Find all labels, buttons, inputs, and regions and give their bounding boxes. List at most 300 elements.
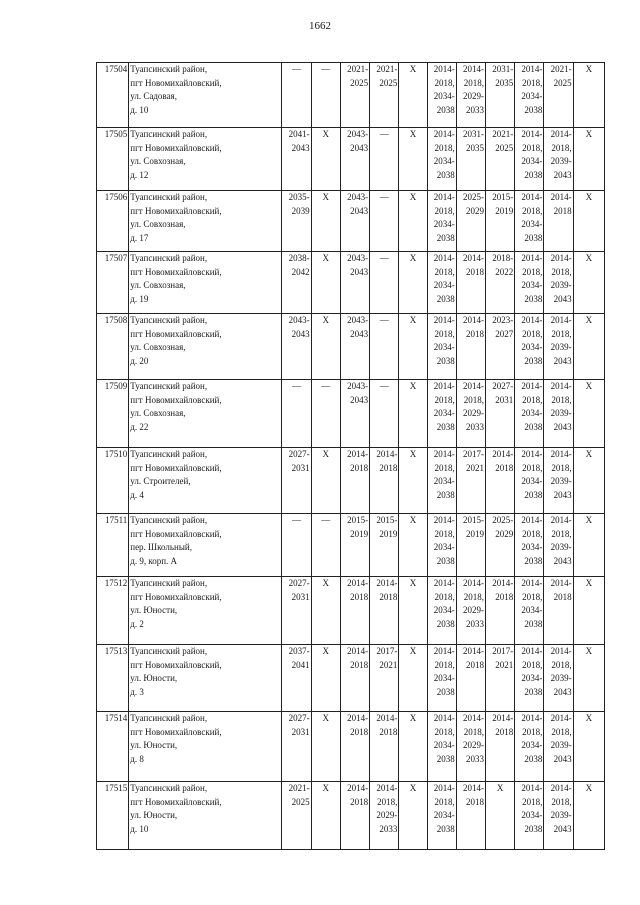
period-line: 2025 bbox=[495, 142, 514, 153]
row-id-cell: 17510 bbox=[97, 448, 129, 514]
address-line: ул. Совхозная, bbox=[130, 342, 186, 353]
period-line: 2043 bbox=[553, 169, 572, 180]
address-line: пгт Новомихайловский, bbox=[130, 205, 222, 216]
period-line: 2043- bbox=[347, 315, 369, 325]
period-line: 2027- bbox=[288, 578, 310, 588]
period-line: 2029 bbox=[465, 205, 484, 216]
period-line: X bbox=[409, 253, 417, 263]
period-line: X bbox=[322, 192, 330, 202]
period-line: 2038 bbox=[436, 421, 455, 432]
period-line: 2018, bbox=[434, 205, 455, 216]
period-line: 2033 bbox=[379, 823, 398, 834]
period-cell bbox=[311, 314, 340, 380]
period-line: 2014- bbox=[550, 381, 572, 391]
address-line: пгт Новомихайловский, bbox=[130, 528, 222, 539]
period-line: X bbox=[409, 783, 417, 793]
table-row bbox=[97, 645, 605, 712]
period-line: 2014- bbox=[521, 515, 543, 525]
period-line: X bbox=[496, 783, 504, 793]
period-line: 2029- bbox=[462, 605, 484, 616]
period-cell bbox=[544, 314, 573, 380]
period-cell bbox=[399, 252, 427, 314]
address-cell bbox=[129, 448, 282, 514]
address-line: д. 9, корп. А bbox=[130, 555, 178, 566]
period-cell bbox=[456, 448, 485, 514]
period-cell bbox=[399, 380, 427, 448]
period-cell bbox=[573, 448, 604, 514]
period-line: 2014- bbox=[521, 253, 543, 263]
period-line: 2034- bbox=[521, 219, 543, 230]
address-cell bbox=[129, 191, 282, 252]
period-line: 2018, bbox=[522, 726, 543, 737]
period-line: X bbox=[409, 192, 417, 202]
period-line: 2018, bbox=[551, 462, 572, 473]
period-line: X bbox=[322, 253, 330, 263]
period-line: 2039- bbox=[550, 810, 572, 821]
period-cell bbox=[515, 380, 544, 448]
period-line: — bbox=[292, 381, 302, 391]
period-cell bbox=[427, 645, 456, 712]
period-cell bbox=[399, 645, 427, 712]
period-line: 2018, bbox=[434, 796, 455, 807]
period-line: 2014- bbox=[550, 713, 572, 723]
period-line: 2033 bbox=[465, 618, 484, 629]
period-line: 2018, bbox=[522, 394, 543, 405]
period-line: 2018, bbox=[551, 394, 572, 405]
period-line: 2025 bbox=[291, 796, 310, 807]
period-cell bbox=[340, 577, 369, 645]
address-line: д. 10 bbox=[130, 823, 149, 834]
period-line: 2018, bbox=[551, 796, 572, 807]
period-line: X bbox=[322, 315, 330, 325]
period-line: 2034- bbox=[521, 280, 543, 291]
period-line: 2018, bbox=[463, 77, 484, 88]
period-cell bbox=[544, 514, 573, 577]
table-body bbox=[97, 63, 605, 850]
period-line: 2043 bbox=[350, 205, 369, 216]
period-line: 2014- bbox=[433, 578, 455, 588]
period-line: 2014- bbox=[462, 783, 484, 793]
period-line: 2043 bbox=[553, 555, 572, 566]
period-cell bbox=[282, 63, 311, 128]
period-cell bbox=[573, 128, 604, 191]
period-line: 2043 bbox=[553, 753, 572, 764]
period-line: 2018, bbox=[463, 394, 484, 405]
period-line: 2043 bbox=[553, 489, 572, 500]
period-cell bbox=[456, 128, 485, 191]
period-line: 2018, bbox=[434, 142, 455, 153]
period-line: 2031 bbox=[495, 394, 514, 405]
address-line: д. 10 bbox=[130, 104, 149, 115]
period-cell bbox=[311, 380, 340, 448]
period-line: 2015- bbox=[462, 515, 484, 525]
period-line: 2038 bbox=[524, 753, 543, 764]
period-line: 2038 bbox=[524, 104, 543, 115]
period-line: 2043 bbox=[291, 328, 310, 339]
period-line: 2034- bbox=[433, 605, 455, 616]
period-cell bbox=[485, 63, 514, 128]
address-line: д. 3 bbox=[130, 686, 144, 697]
period-cell bbox=[282, 128, 311, 191]
period-line: 2033 bbox=[465, 104, 484, 115]
period-line: 2041 bbox=[291, 659, 310, 670]
period-line: 2038 bbox=[524, 293, 543, 304]
period-cell bbox=[485, 191, 514, 252]
period-cell bbox=[282, 782, 311, 850]
table-row bbox=[97, 448, 605, 514]
period-line: — bbox=[379, 192, 389, 202]
period-line: 2014- bbox=[462, 713, 484, 723]
period-line: — bbox=[292, 515, 302, 525]
period-cell bbox=[370, 448, 399, 514]
period-cell bbox=[573, 191, 604, 252]
address-line: ул. Совхозная, bbox=[130, 280, 186, 291]
period-cell bbox=[370, 314, 399, 380]
period-cell bbox=[515, 448, 544, 514]
period-line: — bbox=[379, 129, 389, 139]
period-line: 2018, bbox=[522, 659, 543, 670]
period-line: 2014- bbox=[521, 315, 543, 325]
period-line: 2034- bbox=[521, 476, 543, 487]
period-line: 2021 bbox=[465, 462, 484, 473]
table-row bbox=[97, 514, 605, 577]
period-line: — bbox=[321, 64, 331, 74]
period-cell bbox=[573, 712, 604, 782]
period-line: 2043 bbox=[553, 421, 572, 432]
period-line: 2014- bbox=[462, 253, 484, 263]
period-line: 2018, bbox=[434, 659, 455, 670]
period-line: 2043 bbox=[350, 142, 369, 153]
period-cell bbox=[485, 128, 514, 191]
period-line: 2031- bbox=[462, 129, 484, 139]
period-cell bbox=[427, 128, 456, 191]
address-line: Туапсинский район, bbox=[130, 713, 208, 723]
period-line: 2038 bbox=[436, 355, 455, 366]
period-cell bbox=[544, 577, 573, 645]
period-cell bbox=[456, 782, 485, 850]
period-line: 2043 bbox=[350, 328, 369, 339]
period-cell bbox=[370, 712, 399, 782]
address-line: Туапсинский район, bbox=[130, 253, 208, 263]
period-line: X bbox=[585, 192, 593, 202]
period-cell bbox=[399, 577, 427, 645]
period-line: X bbox=[409, 64, 417, 74]
address-cell bbox=[129, 782, 282, 850]
period-line: 2018, bbox=[522, 796, 543, 807]
period-line: 2034- bbox=[521, 605, 543, 616]
period-line: 2038 bbox=[436, 489, 455, 500]
period-line: 2018 bbox=[379, 591, 398, 602]
table-row bbox=[97, 380, 605, 448]
period-cell bbox=[340, 63, 369, 128]
period-line: 2034- bbox=[521, 156, 543, 167]
period-line: 2021- bbox=[492, 129, 514, 139]
period-line: 2038 bbox=[436, 232, 455, 243]
address-line: ул. Совхозная, bbox=[130, 219, 186, 230]
period-cell bbox=[573, 514, 604, 577]
period-cell bbox=[282, 380, 311, 448]
table-row bbox=[97, 577, 605, 645]
row-id-cell: 17514 bbox=[97, 712, 129, 782]
period-cell bbox=[399, 191, 427, 252]
period-cell bbox=[370, 128, 399, 191]
period-line: 2029 bbox=[495, 528, 514, 539]
period-line: 2018, bbox=[551, 659, 572, 670]
period-line: 2033 bbox=[465, 753, 484, 764]
period-line: 2017- bbox=[492, 646, 514, 656]
period-line: 2018, bbox=[551, 528, 572, 539]
period-line: 2014- bbox=[433, 646, 455, 656]
address-line: ул. Юности, bbox=[130, 605, 178, 616]
period-line: 2025 bbox=[379, 77, 398, 88]
period-line: 2034- bbox=[433, 476, 455, 487]
period-line: 2027- bbox=[492, 381, 514, 391]
period-line: 2039- bbox=[550, 476, 572, 487]
period-line: 2014- bbox=[550, 449, 572, 459]
period-line: 2043 bbox=[350, 266, 369, 277]
period-cell bbox=[340, 252, 369, 314]
address-line: Туапсинский район, bbox=[130, 192, 208, 202]
period-line: 2018, bbox=[551, 726, 572, 737]
address-line: ул. Строителей, bbox=[130, 476, 191, 487]
period-line: 2018 bbox=[465, 796, 484, 807]
period-line: 2018 bbox=[379, 462, 398, 473]
period-line: 2025 bbox=[350, 77, 369, 88]
period-cell bbox=[456, 191, 485, 252]
period-line: 2043 bbox=[553, 293, 572, 304]
period-line: 2014- bbox=[521, 381, 543, 391]
period-line: X bbox=[322, 783, 330, 793]
row-id-cell: 17508 bbox=[97, 314, 129, 380]
period-line: 2018 bbox=[465, 266, 484, 277]
period-cell bbox=[544, 380, 573, 448]
period-line: 2038 bbox=[436, 104, 455, 115]
period-cell bbox=[456, 514, 485, 577]
period-line: 2029- bbox=[462, 740, 484, 751]
period-line: 2019 bbox=[495, 205, 514, 216]
address-line: д. 22 bbox=[130, 421, 149, 432]
period-line: 2034- bbox=[433, 673, 455, 684]
address-line: д. 17 bbox=[130, 232, 149, 243]
period-line: 2034- bbox=[433, 219, 455, 230]
period-line: 2034- bbox=[521, 810, 543, 821]
period-line: 2037- bbox=[288, 646, 310, 656]
table-row bbox=[97, 63, 605, 128]
address-line: д. 2 bbox=[130, 618, 144, 629]
period-line: 2014- bbox=[521, 129, 543, 139]
period-line: 2018, bbox=[551, 142, 572, 153]
period-line: X bbox=[585, 515, 593, 525]
period-line: 2014- bbox=[521, 783, 543, 793]
address-line: Туапсинский район, bbox=[130, 64, 208, 74]
period-cell bbox=[427, 712, 456, 782]
period-line: 2022 bbox=[495, 266, 514, 277]
period-line: 2027 bbox=[495, 328, 514, 339]
period-line: 2018, bbox=[434, 328, 455, 339]
address-line: Туапсинский район, bbox=[130, 129, 208, 139]
period-line: 2038 bbox=[436, 823, 455, 834]
period-line: 2035 bbox=[495, 77, 514, 88]
period-cell bbox=[515, 63, 544, 128]
period-line: 2014- bbox=[462, 646, 484, 656]
period-line: 2019 bbox=[350, 528, 369, 539]
period-line: 2014- bbox=[462, 315, 484, 325]
period-line: X bbox=[409, 578, 417, 588]
period-line: 2021 bbox=[495, 659, 514, 670]
period-line: 2018 bbox=[379, 726, 398, 737]
period-cell bbox=[485, 380, 514, 448]
period-line: 2021- bbox=[288, 783, 310, 793]
period-line: 2043- bbox=[288, 315, 310, 325]
period-line: 2039- bbox=[550, 408, 572, 419]
period-line: 2018, bbox=[463, 726, 484, 737]
period-line: 2021- bbox=[376, 64, 398, 74]
period-cell bbox=[311, 514, 340, 577]
period-cell bbox=[427, 380, 456, 448]
period-line: 2014- bbox=[433, 253, 455, 263]
period-cell bbox=[282, 712, 311, 782]
row-id-cell: 17505 bbox=[97, 128, 129, 191]
period-line: 2018, bbox=[522, 205, 543, 216]
table-row bbox=[97, 782, 605, 850]
period-cell bbox=[399, 128, 427, 191]
period-line: 2014- bbox=[550, 253, 572, 263]
address-line: ул. Юности, bbox=[130, 810, 178, 821]
period-cell bbox=[370, 63, 399, 128]
period-line: 2014- bbox=[376, 713, 398, 723]
address-line: пгт Новомихайловский, bbox=[130, 142, 222, 153]
period-cell bbox=[340, 645, 369, 712]
address-line: пгт Новомихайловский, bbox=[130, 726, 222, 737]
period-cell bbox=[399, 782, 427, 850]
period-line: X bbox=[585, 783, 593, 793]
row-id-cell: 17509 bbox=[97, 380, 129, 448]
period-cell bbox=[485, 514, 514, 577]
period-cell bbox=[311, 712, 340, 782]
period-line: 2027- bbox=[288, 713, 310, 723]
address-line: Туапсинский район, bbox=[130, 515, 208, 525]
period-cell bbox=[370, 514, 399, 577]
period-line: 2039- bbox=[550, 280, 572, 291]
period-line: 2043 bbox=[350, 394, 369, 405]
period-line: 2043 bbox=[553, 823, 572, 834]
period-line: X bbox=[409, 646, 417, 656]
period-line: 2023- bbox=[492, 315, 514, 325]
period-line: 2039- bbox=[550, 342, 572, 353]
period-cell bbox=[370, 252, 399, 314]
period-line: — bbox=[321, 381, 331, 391]
address-line: д. 19 bbox=[130, 293, 149, 304]
period-line: 2014- bbox=[550, 578, 572, 588]
period-line: 2038 bbox=[524, 169, 543, 180]
period-line: 2034- bbox=[521, 408, 543, 419]
period-line: 2034- bbox=[433, 91, 455, 102]
period-line: X bbox=[585, 64, 593, 74]
period-line: 2018 bbox=[350, 462, 369, 473]
period-line: 2014- bbox=[462, 578, 484, 588]
period-line: 2041- bbox=[288, 129, 310, 139]
period-line: 2014- bbox=[433, 449, 455, 459]
period-line: X bbox=[322, 578, 330, 588]
period-line: 2014- bbox=[433, 64, 455, 74]
period-line: 2034- bbox=[433, 342, 455, 353]
period-cell bbox=[456, 380, 485, 448]
period-cell bbox=[515, 645, 544, 712]
period-cell bbox=[456, 63, 485, 128]
period-line: 2014- bbox=[550, 646, 572, 656]
period-cell bbox=[544, 191, 573, 252]
period-line: 2014- bbox=[462, 64, 484, 74]
period-line: 2018 bbox=[465, 659, 484, 670]
period-cell bbox=[370, 191, 399, 252]
period-line: 2038 bbox=[524, 421, 543, 432]
period-line: 2027- bbox=[288, 449, 310, 459]
period-cell bbox=[544, 448, 573, 514]
period-line: 2034- bbox=[521, 673, 543, 684]
period-cell bbox=[515, 252, 544, 314]
period-cell bbox=[282, 314, 311, 380]
period-cell bbox=[456, 712, 485, 782]
period-cell bbox=[456, 645, 485, 712]
period-line: — bbox=[379, 381, 389, 391]
period-line: 2038 bbox=[524, 618, 543, 629]
row-id-cell: 17506 bbox=[97, 191, 129, 252]
row-id-cell: 17507 bbox=[97, 252, 129, 314]
period-line: 2014- bbox=[521, 192, 543, 202]
period-line: 2017- bbox=[462, 449, 484, 459]
period-cell bbox=[399, 514, 427, 577]
period-line: — bbox=[379, 315, 389, 325]
period-line: 2021- bbox=[550, 64, 572, 74]
period-line: X bbox=[585, 315, 593, 325]
period-cell bbox=[544, 645, 573, 712]
period-cell bbox=[485, 314, 514, 380]
period-line: 2014- bbox=[492, 449, 514, 459]
period-line: 2018, bbox=[522, 77, 543, 88]
period-cell bbox=[427, 514, 456, 577]
period-cell bbox=[573, 314, 604, 380]
period-line: 2038 bbox=[524, 232, 543, 243]
period-line: 2014- bbox=[492, 578, 514, 588]
period-line: 2018 bbox=[465, 328, 484, 339]
period-cell bbox=[485, 448, 514, 514]
period-line: 2018, bbox=[434, 77, 455, 88]
period-line: 2025 bbox=[553, 77, 572, 88]
period-line: 2018, bbox=[522, 462, 543, 473]
period-cell bbox=[399, 712, 427, 782]
period-cell bbox=[282, 577, 311, 645]
period-cell bbox=[515, 314, 544, 380]
period-line: 2035 bbox=[465, 142, 484, 153]
period-line: 2014- bbox=[550, 192, 572, 202]
period-cell bbox=[485, 252, 514, 314]
period-cell bbox=[544, 128, 573, 191]
table-row bbox=[97, 128, 605, 191]
period-line: 2014- bbox=[376, 578, 398, 588]
period-cell bbox=[515, 128, 544, 191]
period-cell bbox=[427, 191, 456, 252]
period-line: 2014- bbox=[433, 192, 455, 202]
period-line: 2015- bbox=[492, 192, 514, 202]
period-line: 2014- bbox=[521, 449, 543, 459]
period-cell bbox=[340, 514, 369, 577]
address-line: пер. Школьный, bbox=[130, 542, 192, 553]
period-cell bbox=[370, 380, 399, 448]
period-line: 2038 bbox=[436, 686, 455, 697]
period-line: — bbox=[379, 253, 389, 263]
period-line: 2031 bbox=[291, 462, 310, 473]
period-line: 2038 bbox=[436, 169, 455, 180]
